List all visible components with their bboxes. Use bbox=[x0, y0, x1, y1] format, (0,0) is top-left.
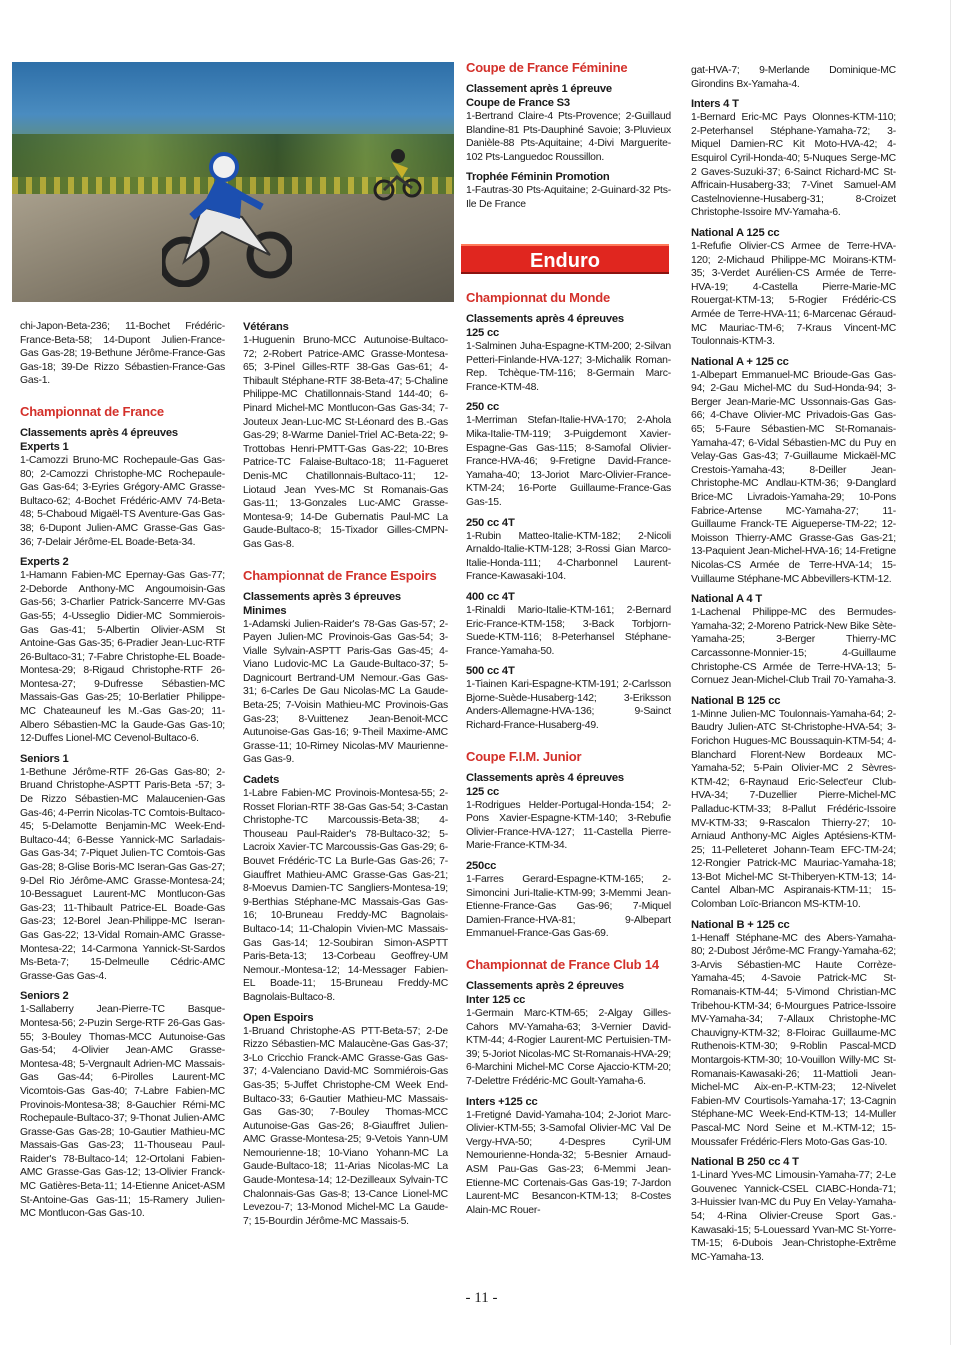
results-paragraph: 1-Bruand Christophe-AS PTT-Beta-57; 2-De Rizzo Sébastien-MC Malaucène-Gas Gas-37; 3-Lo Cricchio Franck-AMC Grasse-Gas Gas-37; 4-Valenciano David-MC Sommiérois-Gas Gas-35; 5-Juffet Christophe-CM Week End-Bultaco-33; 6-Gautier Mathieu-MC Massais-Gas Gas-30; 7-Bouley Thomas-MCC Autunoise-Gas Gas-26; 8-Giauffret Julien-AMC Grasse-Montesa-25; 9-Vetois Yann-UM Nemourienne-18; 10-Viano Yohann-MC La Gaude-Bultaco-18; 11-Arias Nicolas-MC La Gaude-Montesa-14; 12-Dezilleaux Sylvain-TC Chalonnais-Gas Gas-8; 13-Cance Lionel-MC Levezou-7; 13-Monod Michel-MC La Gaude-7; 15-Bourdin Jérôme-MC Massais-5. bbox=[243, 1025, 448, 1227]
results-paragraph: 1-Rubin Matteo-Italie-KTM-182; 2-Nicoli Arnaldo-Italie-KTM-128; 3-Rossi Gian Marco-Italie-Honda-111; 4-Charbonnel Laurent-France-Kawasaki-104. bbox=[466, 530, 671, 583]
column-2 bbox=[243, 320, 448, 1228]
subheading: Trophée Féminin Promotion bbox=[466, 171, 610, 184]
column-3-top bbox=[466, 60, 671, 212]
subheading: 250 cc bbox=[466, 401, 500, 414]
results-paragraph: 1-Salminen Juha-Espagne-KTM-200; 2-Silvan Petteri-Finlande-HVA-127; 3-Michalik Roman-Rep. Tchèque-TM-116; 8-Germain Marc-France-KTM-48. bbox=[466, 341, 671, 393]
subheading: Classements après 2 épreuves bbox=[466, 980, 624, 992]
results-paragraph: 1-Bertrand Claire-4 Pts-Provence; 2-Guillaud Blandine-81 Pts-Dauphiné Savoie; 3-Pluvieux Danièle-88 Pts-Aquitaine; 4-Divi Marguerite-102 Pts-Languedoc Roussillon. bbox=[466, 111, 671, 163]
section-heading: Coupe F.I.M. Junior bbox=[466, 748, 582, 764]
results-paragraph: 1-Hamann Fabien-MC Epernay-Gas Gas-77; 2-Deborde Anthony-MC Angoumoisin-Gas Gas-56; 3-Charlier Patrick-Sancerre MV-Gas Gas-55; 4-Usseglio Didier-MC Sommierois-Gas Gas-41; 5-Albertin Olivier-ASM St Antoine-Gas Gas-35; 6-Pradier Jean-Luc-RTF 26-Bultaco-31; 7-Fabre Christophe-EL Boade-Montesa-29; 8-Rigaud Christophe-RTF 26-Montesa-27; 9-Dufresse Sébastien-MC Massais-Gas Gas-25; 10-Berlatier Philippe-MC Chateauneuf les M.-Gas Gas-20; 11-Albero Sébastien-MC la Gaude-Gas Gas-10; 12-Duffes Lionel-MC Cevenol-Bultaco-6. bbox=[20, 570, 225, 745]
subheading: Inter 125 cc bbox=[466, 994, 526, 1006]
subheading: Coupe de France S3 bbox=[466, 97, 570, 109]
subheading: 400 cc 4T bbox=[466, 590, 515, 603]
section-heading: Championnat du Monde bbox=[466, 290, 611, 305]
subheading: National A 125 cc bbox=[691, 226, 780, 239]
results-paragraph: 1-Minne Julien-MC Toulonnais-Yamaha-64; 2-Baudry Julien-ATC St-Christophe-HVA-54; 3-Forichon Hugues-MC Boussaquin-KTM-54; 4-Blanchard Florent-New Bordeaux MC-Yamaha-52; 5-Pain Olivier-MC 2 Sèvres-KTM-42; 6-Raynaud Eric-Select'eur Club-HVA-34; 7-Duzellier Pierre-Michel-MC Palladuc-KTM-33; 8-Pallut Frédéric-Issoire MV-KTM-33; 9-Rascalon Thierry-27; 10-Arniaud Anthony-MC Aigles Aptésiens-KTM-25; 11-Pelleteret Johann-Team EFC-TM-24; 12-Rongier Patrick-MC Mauriac-Yamaha-18; 13-Bot Michel-MC St-Thiberyen-KTM-13; 14-Cantel Alban-MC Aspiranais-KTM-11; 15-Colomban Loïc-Briancon MS-KTM-10. bbox=[691, 708, 896, 911]
results-paragraph: 1-Tiainen Kari-Espagne-KTM-191; 2-Carlsson Bjorne-Suède-Husaberg-142; 3-Eriksson Anders-Allemagne-HVA-136; 9-Sainct Richard-France-Husaberg-49. bbox=[466, 679, 671, 732]
results-paragraph: 1-Merriman Stefan-Italie-HVA-170; 2-Ahola Mika-Italie-TM-119; 3-Puigdemont Xavier-Espagne-Gas Gas-115; 8-Samofal Olivier-France-HVA-46; 9-Fretigne David-France-Yamaha-40; 13-Joriot Marc-Olivier-France-KTM-24; 16-Porte Guillaume-France-Gas Gas-15. bbox=[466, 415, 671, 508]
results-paragraph: 1-Lachenal Philippe-MC des Bermudes-Yamaha-32; 2-Moreno Patrick-New Bike Sète-Yamaha-25; 3-Berger Thierry-MC Carcassonne-Monnier-15; 4-Guillaume Christophe-CS Armée de Terre-HVA-13; 5-Cornuez Jean-Michel-Club Trail 70-Yamaha-3. bbox=[691, 607, 896, 687]
results-paragraph: 1-Albepart Emmanuel-MC Brioude-Gas Gas-94; 2-Gau Michel-MC du Sud-Honda-94; 3-Berger Jean-Marie-MC Ussonnais-Gas Gas-66; 4-Chave Olivier-MC Privadois-Gas Gas-65; 5-Faure Sébastien-MC St-Romanais-Yamaha-47; 6-Vidal Sébastien-MC du Puy en Velay-Gas Gas-43; 7-Guillaume Mickaël-MC Crestois-Yamaha-43; 8-Deiller Jean-Christophe-MC Andlau-KTM-36; 9-Danglard Brice-MC Livradois-Yamaha-29; 10-Pons Fabrice-Artense MC-Yamaha-27; 11-Guillaume Franck-TE Aigueperse-TM-22; 12-Moisson Thierry-AMC Grasse-Gas Gas-21; 13-Paquient Jean-Michel-HVA-16; 14-Fretigne Nicolas-CS Armée de Terre-HVA-14; 15-Vuillaume Stéphane-MC Abbevillers-KTM-12. bbox=[691, 369, 896, 585]
results-paragraph: 1-Adamski Julien-Raider's 78-Gas Gas-57; 2-Payen Julien-MC Provinois-Gas Gas-54; 3-Vialle Sylvain-ASPTT Paris-Gas Gas-45; 4-Viano Ludovic-MC La Gaude-Bultaco-37; 5-Dagnicourt Bertrand-UM Nemour.-Gas Gas-31; 6-Carles De Gau Nicolas-MC La Gaude-Beta-25; 7-Voisin Mathieu-MC Provinois-Gas Gas-23; 8-Vuittenez Jean-Benoit-MCC Autunoise-Gas Gas-16; 9-Theil Maxime-AMC Grasse-11; 10-Rimey Nicolas-MV Maurienne-Gas Gas-9. bbox=[243, 618, 448, 766]
subheading: Inters 4 T bbox=[691, 98, 739, 111]
subheading: Classements après 4 épreuves bbox=[466, 771, 624, 784]
page-edge-rule bbox=[950, 0, 951, 1345]
rider-motorcycle-icon bbox=[162, 137, 292, 287]
subheading: Seniors 1 bbox=[20, 752, 69, 765]
results-paragraph: 1-Camozzi Bruno-MC Rochepaule-Gas Gas-80; 2-Camozzi Christophe-MC Rochepaule-Gas Gas-64; 3-Eyries Grégory-AMC Grasse-Bultaco-62; 4-Bochet Frédéric-AMV 74-Beta-48; 5-Chaboud Migaël-TS Aventure-Gas Gas-38; 6-Dupont Julien-AMC Grasse-Gas Gas-36; 7-Delair Jérôme-EL Boade-Beta-34. bbox=[20, 454, 225, 548]
subheading: Open Espoirs bbox=[243, 1011, 314, 1024]
results-paragraph: 1-Bethune Jérôme-RTF 26-Gas Gas-80; 2-Bruand Christophe-ASPTT Paris-Beta -57; 3-De Rizzo Sébastien-MC Malaucenien-Gas Gas-46; 4-Perrin Nicolas-TC Comtois-Bultaco-45; 5-Delamotte Benjamin-MC Week-End-Bultaco-44; 6-Besse Yannick-MC Sarladais-Gas Gas-34; 7-Piquet Julien-TC Comtois-Gas Gas-28; 8-Glise Boris-MC Iseran-Gas Gas-27; 9-Del Rio Jérôme-AMC Grasse-Montesa-24; 10-Bessaguet Laurent-MC Montlucon-Gas Gas-23; 11-Thibault Patrice-EL Boade-Gas Gas-23; 12-Borel Jean-Philippe-MC Iseran-Gas Gas-22; 13-Vidal Romain-AMC Grasse-Montesa-22; 14-Carmona Yannick-St-Sardos Ms-Beta-7; 15-Delmeulle Cédric-AMC Grasse-Gas Gas-4. bbox=[20, 766, 225, 982]
subheading: Experts 1 bbox=[20, 440, 69, 453]
subheading: Minimes bbox=[243, 604, 287, 617]
second-rider-icon bbox=[372, 142, 422, 202]
subheading: National B 125 cc bbox=[691, 694, 781, 707]
results-paragraph: chi-Japon-Beta-236; 11-Bochet Frédéric-France-Beta-58; 14-Dupont Julien-France-Gas Gas-28; 19-Bethune Jérôme-France-Gas Gas-18; 39-De Rizzo Sébastien-France-Gas Gas-1. bbox=[20, 321, 225, 387]
spacer bbox=[466, 941, 671, 957]
results-paragraph: 1-Germain Marc-KTM-65; 2-Algay Gilles-Cahors MV-Yamaha-63; 3-Vernier David-KTM-44; 4-Rogier Laurent-MC Pertuisien-TM-39; 5-Joriot Nicolas-MC St-Romanais-HVA-29; 6-Marchini Michel-MC Corse Ajaccio-KTM-20; 7-Delettre Frédéric-MC Goult-Yamaha-6. bbox=[466, 1008, 671, 1087]
column-4 bbox=[691, 64, 896, 1264]
subheading: Inters +125 cc bbox=[466, 1095, 538, 1108]
subheading: Vétérans bbox=[243, 321, 289, 333]
subheading: National A + 125 cc bbox=[691, 355, 789, 368]
subheading: Classements après 4 épreuves bbox=[466, 313, 624, 325]
subheading: National A 4 T bbox=[691, 593, 762, 606]
subheading: Classements après 4 épreuves bbox=[20, 426, 178, 439]
subheading: 250 cc 4T bbox=[466, 516, 515, 529]
subheading: Cadets bbox=[243, 774, 280, 787]
results-paragraph: 1-Linard Yves-MC Limousin-Yamaha-77; 2-Le Gouvenec Yannick-CSEL CIABC-Honda-71; 3-Huissier Ivan-MC du Puy En Velay-Yamaha-54; 4-Rina Olivier-Creuse Sport Gas.-Kawasaki-15; 5-Louessard Yvan-MC St-Yorre-TM-15; 6-Dubois Jean-Christophe-Extrême MC-Yamaha-13. bbox=[691, 1170, 896, 1263]
spacer bbox=[243, 552, 448, 568]
results-paragraph: 1-Fretigné David-Yamaha-104; 2-Joriot Marc-Olivier-KTM-55; 3-Samofal Olivier-MC Val De Vergy-HVA-50; 4-Despres Cyril-UM Nemourienne-Honda-32; 5-Besnier Arnaud-ASM Pau-Gas Gas-23; 6-Memmi Jean-Etienne-MC Cortenais-Gas Gas-19; 7-Jardon Laurent-MC Besancon-KTM-13; 8-Costes Alain-MC Rouer- bbox=[466, 1109, 671, 1216]
subheading: 125 cc bbox=[466, 327, 500, 339]
subheading: National B 250 cc 4 T bbox=[691, 1156, 799, 1169]
section-heading: Championnat de France Club 14 bbox=[466, 957, 659, 972]
results-paragraph: 1-Rinaldi Mario-Italie-KTM-161; 2-Bernard Eric-France-KTM-158; 3-Back Torbjorn-Suede-KTM-116; 8-Peterhansel Stéphane-France-Yamaha-50. bbox=[466, 604, 671, 657]
results-paragraph: 1-Huguenin Bruno-MCC Autunoise-Bultaco-72; 2-Robert Patrice-AMC Grasse-Montesa-65; 3-Pinel Gilles-RTF 38-Gas Gas-61; 4-Thibault Stéphane-RTF 38-Beta-47; 5-Chaline Philippe-MC Chatillonnais-Stand 144-40; 6-Pinard Michel-MC Montlucon-Gas Gas-34; 7-Jouteux Jean-Luc-MC St-Léonard des B.-Gas Gas-29; 8-Warme Daniel-Triel AC-Beta-22; 9-Trottobas Henri-PMTT-Gas Gas-22; 10-Bres Patrice-TC Falaise-Bultaco-18; 11-Fagueret Denis-MC Chatillonnais-Bultaco-11; 12-Liotaud Jean Yves-MC St Romanais-Gas Gas-11; 13-Gonzales Luc-AMC Grasse-Montesa-9; 14-De Gubernatis Paul-MC La Gaude-Bultaco-8; 15-Tixador Gilles-CMPN-Gas Gas-8. bbox=[243, 335, 448, 550]
enduro-banner: Enduro bbox=[461, 244, 669, 274]
results-paragraph: 1-Fautras-30 Pts-Aquitaine; 2-Guinard-32 Pts-Ile De France bbox=[466, 185, 671, 210]
results-paragraph: 1-Refufie Olivier-CS Armee de Terre-HVA-120; 2-Michaud Philippe-MC Moirans-KTM-35; 3-Verdet Aurélien-CS Armée de Terre-HVA-19; 4-Castella Pierre-Marie-MC Rouergat-KTM-13; 5-Rogier Frédéric-CS Armée de Terre-HVA-11; 6-Marcenac Géraud-MC Mauriac-TM-6; 7-Kraus Vincent-MC Toulonnais-KTM-3. bbox=[691, 240, 896, 348]
section-heading: Championnat de France bbox=[20, 403, 164, 419]
column-3-enduro bbox=[466, 290, 671, 1217]
page-number: - 11 - bbox=[465, 1290, 498, 1306]
subheading: 250cc bbox=[466, 860, 497, 873]
results-paragraph: 1-Bernard Eric-MC Pays Olonnes-KTM-110; 2-Peterhansel Stéphane-Yamaha-72; 3-Miquel Damien-RC Kit Moto-HVA-42; 4-Esquirol Cyril-Honda-40; 5-Nuques Serge-MC 2 Gaves-Suzuki-37; 6-Sainct Richard-MC St-Affricain-Husaberg-33; 7-Vinet Samuel-AM Castelnovienne-Husaberg-31; 8-Croizet Christophe-Issoire MV-Yamaha-6. bbox=[691, 112, 896, 219]
subheading: 125 cc bbox=[466, 785, 500, 798]
results-paragraph: 1-Labre Fabien-MC Provinois-Montesa-55; 2-Rosset Florian-RTF 38-Gas Gas-54; 3-Castan Christophe-TC Marcoussis-Beta-38; 4-Thouseau Paul-Raider's 78-Bultaco-32; 5-Lacroix Xavier-TC Marcoussis-Gas Gas-29; 6-Bouvet Frédéric-TC La Burle-Gas Gas-26; 7-Giauffret Mathieu-AMC Grasse-Gas Gas-21; 8-Moevus Damien-TC Sangliers-Montesa-19; 9-Berthias Stéphane-MC Massais-Gas Gas-16; 10-Bruneau Freddy-MC Bagnolais-Bultaco-14; 11-Chalopin Vivien-MC Massais-Gas Gas-14; 12-Soubiran Simon-ASPTT Paris-Beta-13; 13-Corbeau Geoffrey-UM Nemour.-Montesa-12; 14-Messager Fabien-EL Boade-11; 15-Bruneau Freddy-MC Bagnolais-Bultaco-8. bbox=[243, 788, 448, 1003]
subheading: Classements après 3 épreuves bbox=[243, 590, 401, 603]
subheading: Classement après 1 épreuve bbox=[466, 83, 612, 95]
section-heading: Championnat de France Espoirs bbox=[243, 567, 437, 583]
subheading: Experts 2 bbox=[20, 556, 69, 569]
spacer bbox=[20, 388, 225, 404]
subheading: 500 cc 4T bbox=[466, 665, 515, 678]
results-paragraph: 1-Sallaberry Jean-Pierre-TC Basque-Montesa-56; 2-Puzin Serge-RTF 26-Gas Gas-55; 3-Bouley Thomas-MCC Autunoise-Gas Gas-54; 4-Olivier Jean-AMC Grasse-Montesa-48; 5-Vergnault Adrien-MC Massais-Gas Gas-44; 6-Pirolles Laurent-MC Vicomtois-Gas Gas-40; 7-Labre Fabien-MC Provinois-Montesa-38; 8-Gauchier Rémi-MC Rochepaule-Bultaco-37; 9-Thonat Julien-AMC Grasse-Gas Gas-28; 10-Gautier Mathieu-MC Massais-Gas Gas-23; 11-Thouseau Paul-Raider's 78-Bultaco-14; 12-Ortolani Fabien-AMC Grasse-Gas Gas-12; 13-Olivier Franck-MC Gatières-Beta-11; 14-Etienne Anicet-ASM St-Antoine-Gas Gas-11; 15-Ramery Julien-MC Montlucon-Gas Gas-10. bbox=[20, 1004, 225, 1220]
column-1 bbox=[20, 320, 225, 1221]
enduro-rider-photo bbox=[12, 62, 454, 302]
spacer bbox=[466, 733, 671, 749]
section-heading: Coupe de France Féminine bbox=[466, 60, 628, 75]
results-paragraph: 1-Farres Gerard-Espagne-KTM-165; 2-Simoncini Juri-Italie-KTM-99; 3-Memmi Jean-Etienne-France-Gas Gas-96; 7-Miquel Damien-France-HVA-81; 9-Albepart Emmanuel-France-Gas Gas-69. bbox=[466, 874, 671, 940]
results-paragraph: 1-Rodrigues Helder-Portugal-Honda-154; 2-Pons Xavier-Espagne-KTM-140; 3-Rebufie Olivier-France-HVA-127; 11-Castella Pierre-Marie-France-KTM-34. bbox=[466, 799, 671, 852]
subheading: Seniors 2 bbox=[20, 990, 69, 1003]
results-paragraph: 1-Henaff Stéphane-MC des Abers-Yamaha-80; 2-Dubost Jérôme-MC Frangy-Yamaha-62; 3-Arvis Sébastien-MC Haute Corrèze-Yamaha-45; 4-Savoie Patrick-MC St-Romanais-KTM-44; 5-Vimond Christian-MC Tribehou-KTM-34; 6-Mourgues Patrice-Issoire MV-Yamaha-34; 7-Allaux Christophe-MC Chauvigny-KTM-32; 8-Floirac Guillaume-MC Ruthenois-KTM-30; 9-Roblin Pascal-MCD Montargois-KTM-30; 10-Vouillon Willy-MC St-Romanais-Kawasaki-26; 11-Mattioli Jean-Michel-MC Aix-en-P.-KTM-23; 12-Nivelet Fabien-MV Courtisols-Yamaha-17; 13-Cagnin Stéphane-MC Week-End-KTM-13; 14-Muller Pascal-MC Nord Seine et M.-KTM-12; 15-Moussafer Frédéric-Flers Moto-Gas Gas-10. bbox=[691, 932, 896, 1148]
subheading: National B + 125 cc bbox=[691, 918, 790, 931]
results-paragraph: gat-HVA-7; 9-Merlande Dominique-MC Girondins Bx-Yamaha-4. bbox=[691, 65, 896, 90]
